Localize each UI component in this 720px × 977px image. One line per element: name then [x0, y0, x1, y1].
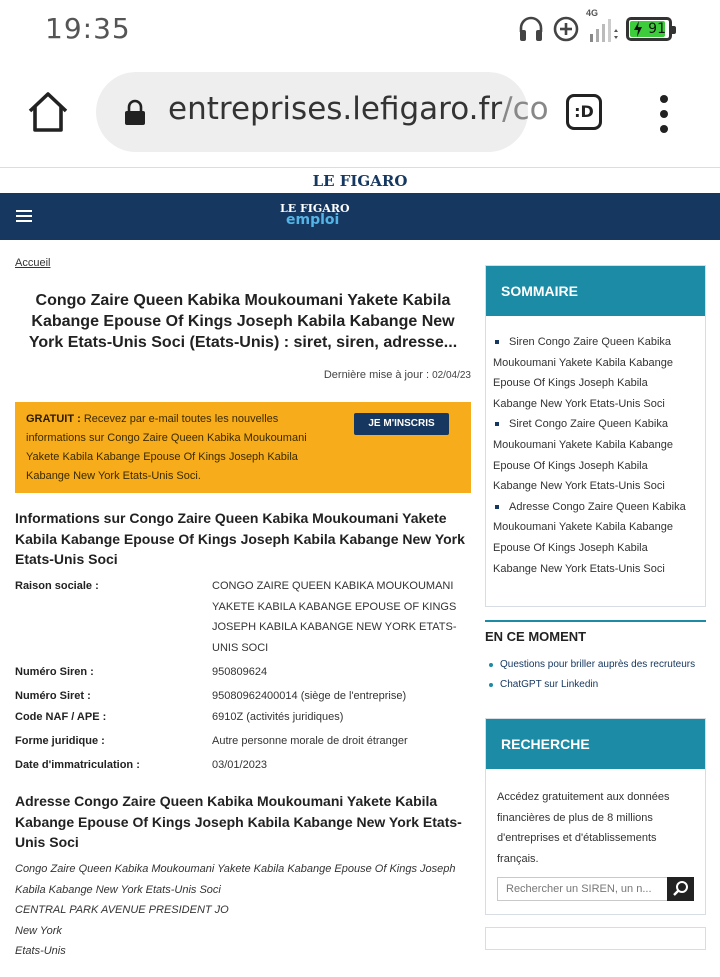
- info-label: Forme juridique :: [15, 735, 105, 747]
- sidebar-empty-box: [485, 927, 706, 950]
- info-value: 950809624: [212, 666, 268, 678]
- recherche-text: Accédez gratuitement aux données financières de plus de 8 millions d'entreprises et d'établissements français.: [497, 791, 670, 865]
- lefigaro-logo[interactable]: LE FIGARO: [312, 172, 408, 190]
- recherche-box: [485, 718, 706, 915]
- network-type: 4G: [586, 8, 599, 18]
- emploi-logo-bottom: emploi: [286, 212, 340, 228]
- search-button[interactable]: [667, 877, 694, 901]
- url-text[interactable]: [168, 91, 549, 127]
- info-label: Numéro Siret :: [15, 690, 91, 702]
- sommaire-title: SOMMAIRE: [486, 266, 705, 316]
- info-value: 6910Z (activités juridiques): [212, 711, 344, 723]
- siren-search-input[interactable]: Rechercher un SIREN, un n...: [497, 877, 668, 901]
- address-line: CENTRAL PARK AVENUE PRESIDENT JO: [15, 904, 229, 917]
- recherche-title: RECHERCHE: [486, 719, 705, 769]
- overflow-menu-icon[interactable]: [650, 94, 678, 134]
- last-updated: [324, 369, 471, 381]
- search-icon: [667, 877, 694, 901]
- address-block: [15, 859, 471, 962]
- battery-level: 91: [648, 21, 666, 37]
- last-updated-label: Dernière mise à jour :: [323, 369, 429, 381]
- address-bar[interactable]: [96, 72, 549, 152]
- moment-title: EN CE MOMENT: [485, 629, 587, 644]
- info-value: Autre personne morale de droit étranger: [212, 735, 408, 747]
- status-icons: [518, 8, 672, 46]
- newsletter-promo: [15, 402, 471, 493]
- home-icon[interactable]: [26, 90, 70, 134]
- status-time: 19:35: [45, 12, 131, 45]
- promo-body: Recevez par e-mail toutes les nouvelles informations sur Congo Zaire Queen Kabika Moukoumani Yakete Kabila Kabange Epouse Of Kings Joseph Kabila Kabange New York Etats-Unis Soci.: [26, 413, 307, 482]
- lefigaro-header: [0, 170, 720, 193]
- info-label: Numéro Siren :: [15, 666, 94, 678]
- info-value: 03/01/2023: [212, 759, 268, 771]
- battery-icon: [626, 17, 672, 41]
- moment-item[interactable]: ChatGPT sur Linkedin: [489, 675, 695, 695]
- sommaire-list: [493, 332, 693, 579]
- address-line: New York: [15, 924, 62, 937]
- info-value: CONGO ZAIRE QUEEN KABIKA MOUKOUMANI YAKETE KABILA KABANGE EPOUSE OF KINGS JOSEPH KABILA KABANGE NEW YORK ETATS-UNIS SOCI: [212, 580, 457, 654]
- figaro-emploi-logo[interactable]: [280, 203, 360, 227]
- address-line: Etats-Unis: [15, 945, 66, 958]
- section-divider: [485, 620, 706, 622]
- info-heading: Informations sur Congo Zaire Queen Kabika Moukoumani Yakete Kabila Kabange Epouse Of Kings Joseph Kabila Kabange New York Etats-Unis Soci: [15, 510, 465, 567]
- sommaire-box: [485, 265, 706, 607]
- breadcrumb-home-link[interactable]: Accueil: [15, 257, 51, 269]
- sommaire-item-siret[interactable]: Siret Congo Zaire Queen Kabika Moukoumani Yakete Kabila Kabange Epouse Of Kings Joseph Kabila Kabange New York Etats-Unis Soci: [493, 414, 693, 496]
- info-row-raison-sociale: [15, 576, 471, 660]
- emploi-logo-top: LE FIGARO: [280, 202, 350, 215]
- lock-icon: [124, 100, 146, 126]
- moment-list: [489, 655, 695, 695]
- promo-text: [26, 410, 336, 486]
- signal-icon: [586, 8, 618, 44]
- moment-item[interactable]: Questions pour briller auprès des recruteurs: [489, 655, 695, 675]
- address-line: Congo Zaire Queen Kabika Moukoumani Yakete Kabila Kabange Epouse Of Kings Joseph Kabila Kabange New York Etats-Unis Soci: [15, 863, 456, 896]
- data-saver-icon: [552, 15, 580, 43]
- battery-cap: [672, 26, 676, 34]
- tab-switcher-button[interactable]: :D: [566, 94, 602, 130]
- address-heading: Adresse Congo Zaire Queen Kabika Moukoumani Yakete Kabila Kabange Epouse Of Kings Joseph Kabila Kabange New York Etats-Unis Soci: [15, 793, 462, 850]
- hamburger-menu-icon[interactable]: [16, 210, 32, 222]
- headphones-icon: [518, 15, 544, 43]
- info-label: Raison sociale :: [15, 580, 99, 592]
- browser-toolbar: [0, 58, 720, 168]
- sommaire-item-siren[interactable]: Siren Congo Zaire Queen Kabika Moukoumani Yakete Kabila Kabange Epouse Of Kings Joseph Kabila Kabange New York Etats-Unis Soci: [493, 332, 693, 414]
- url-path: /co: [502, 91, 549, 127]
- info-value: 95080962400014 (siège de l'entreprise): [212, 690, 407, 702]
- url-domain: entreprises.lefigaro.fr: [168, 91, 503, 127]
- subscribe-button[interactable]: JE M'INSCRIS: [354, 413, 449, 435]
- page-title: Congo Zaire Queen Kabika Moukoumani Yakete Kabila Kabange Epouse Of Kings Joseph Kabila Kabange New York Etats-Unis Soci (Etats-Unis) : siret, siren, adresse...: [28, 292, 458, 351]
- status-bar: [0, 0, 720, 58]
- last-updated-date: 02/04/23: [432, 370, 471, 381]
- info-label: Code NAF / APE :: [15, 711, 107, 723]
- sommaire-item-adresse[interactable]: Adresse Congo Zaire Queen Kabika Moukoumani Yakete Kabila Kabange Epouse Of Kings Joseph Kabila Kabange New York Etats-Unis Soci: [493, 497, 693, 579]
- info-label: Date d'immatriculation :: [15, 759, 140, 771]
- promo-lead: GRATUIT :: [26, 413, 81, 425]
- emploi-navbar: [0, 193, 720, 240]
